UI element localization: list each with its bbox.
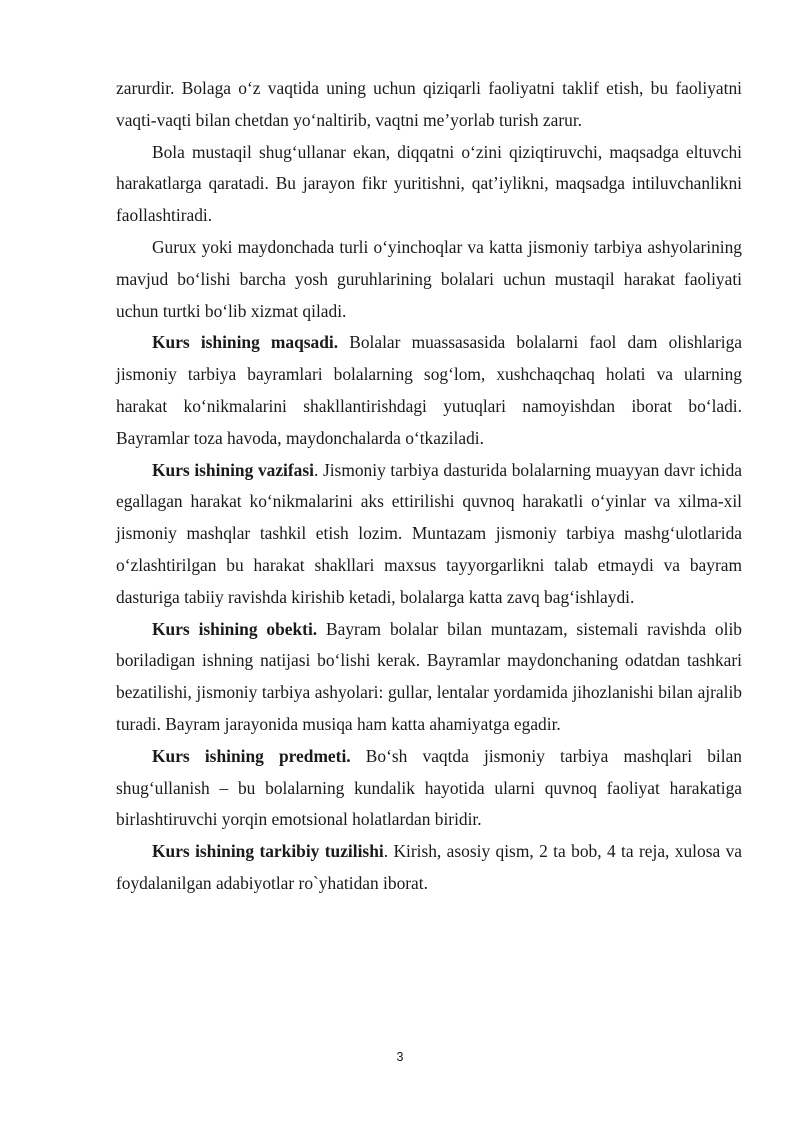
paragraph-equipment bbox=[116, 232, 742, 327]
paragraph-lead: Kurs ishining obekti. bbox=[152, 618, 318, 639]
body-text bbox=[116, 73, 742, 900]
paragraph-lead: Kurs ishining maqsadi. bbox=[152, 332, 339, 353]
paragraph-task bbox=[116, 455, 742, 614]
paragraph-object bbox=[116, 614, 742, 741]
paragraph-goal bbox=[116, 327, 742, 454]
paragraph-text: . Jismoniy tarbiya dasturida bolalarning muayyan davr ichida egallagan harakat ko‘nikmalarini aks ettirilishi quvnoq harakatli o‘yinlar va xilma-xil jismoniy mashqlar tashkil etish lozim. Muntazam jismoniy tarbiya mashg‘ulotlarida o‘zlashtirilgan bu harakat shakllari maxsus tayyorgarlikni talab etmaydi va bayram dasturiga tabiiy ravishda kirishib ketadi, bolalarga katta zavq bag‘ishlaydi. bbox=[116, 459, 742, 607]
paragraph-subject bbox=[116, 741, 742, 836]
paragraph-text: Bolalar muassasasida bolalarni faol dam olishlariga jismoniy tarbiya bayramlari bolalarning sog‘lom, xushchaqchaq holati va ularning harakat ko‘nikmalarini shakllantirishdagi yutuqlari namoyishdan iborat bo‘ladi. Bayramlar toza havoda, maydonchalarda o‘tkaziladi. bbox=[116, 332, 742, 448]
page-number: 3 bbox=[396, 1050, 404, 1064]
paragraph-text: Bola mustaqil shug‘ullanar ekan, diqqatni o‘zini qiziqtiruvchi, maqsadga eltuvchi harakatlarga qaratadi. Bu jarayon fikr yuritishni, qat’iylikni, maqsadga intiluvchanlikni faollashtiradi. bbox=[116, 141, 742, 226]
paragraph-lead: Kurs ishining tarkibiy tuzilishi bbox=[152, 841, 384, 862]
paragraph-lead: Kurs ishining vazifasi bbox=[152, 459, 314, 480]
paragraph-continuation bbox=[116, 73, 742, 137]
paragraph-structure bbox=[116, 836, 742, 900]
paragraph-text: Bayram bolalar bilan muntazam, sistemali ravishda olib boriladigan ishning natijasi bo‘lishi kerak. Bayramlar maydonchaning odatdan tashkari bezatilishi, jismoniy tarbiya ashyolari: gullar, lentalar yordamida jihozlanishi bilan ajralib turadi. Bayram jarayonida musiqa ham katta ahamiyatga egadir. bbox=[116, 618, 742, 734]
paragraph-text: Gurux yoki maydonchada turli o‘yinchoqlar va katta jismoniy tarbiya ashyolarining mavjud bo‘lishi barcha yosh guruhlarining bolalari uchun mustaqil harakat faoliyati uchun turtki bo‘lib xizmat qiladi. bbox=[116, 236, 742, 321]
paragraph-text: . Kirish, asosiy qism, 2 ta bob, 4 ta reja, xulosa va foydalanilgan adabiyotlar ro`yhatidan iborat. bbox=[116, 841, 743, 893]
paragraph-independent-activity bbox=[116, 137, 742, 232]
paragraph-lead: Kurs ishining predmeti. bbox=[152, 745, 351, 766]
paragraph-text: Bo‘sh vaqtda jismoniy tarbiya mashqlari bilan shug‘ullanish – bu bolalarning kundalik hayotida ularni quvnoq faoliyat harakatiga birlashtiruvchi yorqin emotsional holatlardan biridir. bbox=[116, 745, 742, 830]
paragraph-text: zarurdir. Bolaga o‘z vaqtida uning uchun qiziqarli faoliyatni taklif etish, bu faoliyatni vaqti-vaqti bilan chetdan yo‘naltirib, vaqtni me’yorlab turish zarur. bbox=[116, 78, 742, 130]
